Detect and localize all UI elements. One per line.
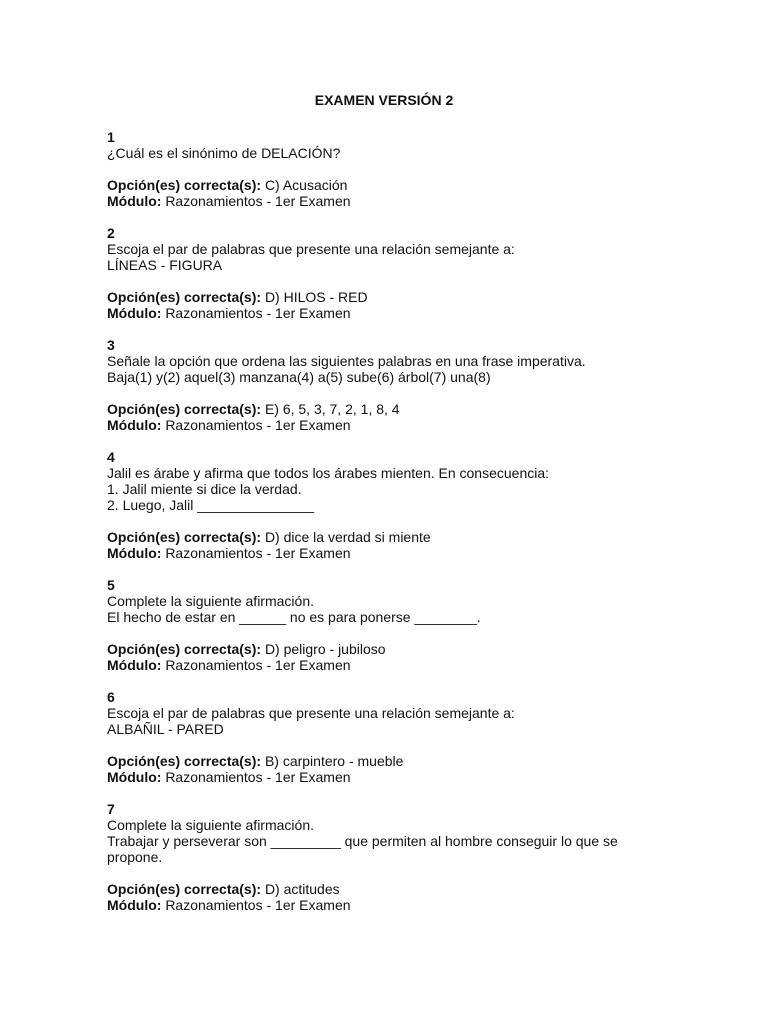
question-number: 7 [107,801,115,817]
question-number: 4 [107,449,115,465]
correct-option-value: B) carpintero - mueble [264,753,404,769]
module-value: Razonamientos - 1er Examen [165,305,351,321]
module-label: Módulo: [107,897,162,913]
question-text-line: Complete la siguiente afirmación. [107,593,314,609]
module-label: Módulo: [107,305,162,321]
correct-option-label: Opción(es) correcta(s): [107,529,262,545]
correct-option-value: E) 6, 5, 3, 7, 2, 1, 8, 4 [264,401,400,417]
question-text-line: Escoja el par de palabras que presente una relación semejante a: [107,241,515,257]
correct-option-line [107,753,707,769]
question-text-line: Señale la opción que ordena las siguientes palabras en una frase imperativa. [107,353,586,369]
question-block [107,449,707,561]
correct-option-value: D) dice la verdad si miente [264,529,431,545]
answer-section [107,881,707,913]
module-line [107,769,707,785]
correct-option-line [107,641,707,657]
question-number: 1 [107,129,115,145]
question-text-line: ALBAÑIL - PARED [107,721,224,737]
correct-option-label: Opción(es) correcta(s): [107,177,262,193]
correct-option-value: D) peligro - jubiloso [264,641,386,657]
question-number: 3 [107,337,115,353]
module-value: Razonamientos - 1er Examen [165,193,351,209]
module-line [107,657,707,673]
question-text-line: ¿Cuál es el sinónimo de DELACIÓN? [107,145,341,161]
question-block [107,225,707,321]
module-line [107,897,707,913]
question-text-line: propone. [107,849,163,865]
question-text-line: 2. Luego, Jalil _______________ [107,497,315,513]
question-block [107,577,707,673]
correct-option-line [107,529,707,545]
correct-option-label: Opción(es) correcta(s): [107,753,262,769]
correct-option-line [107,177,707,193]
question-text-line: Escoja el par de palabras que presente una relación semejante a: [107,705,515,721]
question-list [107,129,707,929]
question-text-line: Jalil es árabe y afirma que todos los árabes mienten. En consecuencia: [107,465,550,481]
correct-option-label: Opción(es) correcta(s): [107,881,262,897]
correct-option-label: Opción(es) correcta(s): [107,641,262,657]
question-block [107,337,707,433]
answer-section [107,177,707,209]
module-line [107,545,707,561]
question-text-line: LÍNEAS - FIGURA [107,257,223,273]
question-text-line: Complete la siguiente afirmación. [107,817,314,833]
question-block [107,129,707,209]
module-value: Razonamientos - 1er Examen [165,417,351,433]
question-block [107,689,707,785]
correct-option-value: D) HILOS - RED [264,289,368,305]
module-label: Módulo: [107,769,162,785]
module-value: Razonamientos - 1er Examen [165,769,351,785]
answer-section [107,289,707,321]
correct-option-line [107,289,707,305]
question-number: 5 [107,577,115,593]
correct-option-label: Opción(es) correcta(s): [107,401,262,417]
answer-section [107,401,707,433]
module-label: Módulo: [107,657,162,673]
module-line [107,193,707,209]
answer-section [107,529,707,561]
question-block [107,801,707,913]
module-value: Razonamientos - 1er Examen [165,657,351,673]
module-line [107,417,707,433]
question-number: 6 [107,689,115,705]
module-line [107,305,707,321]
correct-option-label: Opción(es) correcta(s): [107,289,262,305]
question-text-line: 1. Jalil miente si dice la verdad. [107,481,302,497]
question-text-line: Trabajar y perseverar son _________ que permiten al hombre conseguir lo que se [107,833,618,849]
module-label: Módulo: [107,545,162,561]
answer-section [107,641,707,673]
correct-option-value: D) actitudes [264,881,340,897]
module-label: Módulo: [107,417,162,433]
module-label: Módulo: [107,193,162,209]
module-value: Razonamientos - 1er Examen [165,897,351,913]
correct-option-line [107,881,707,897]
question-number: 2 [107,225,115,241]
page-title: EXAMEN VERSIÓN 2 [314,92,454,108]
module-value: Razonamientos - 1er Examen [165,545,351,561]
correct-option-line [107,401,707,417]
question-text-line: Baja(1) y(2) aquel(3) manzana(4) a(5) sube(6) árbol(7) una(8) [107,369,491,385]
question-text-line: El hecho de estar en ______ no es para ponerse ________. [107,609,481,625]
answer-section [107,753,707,785]
correct-option-value: C) Acusación [264,177,348,193]
